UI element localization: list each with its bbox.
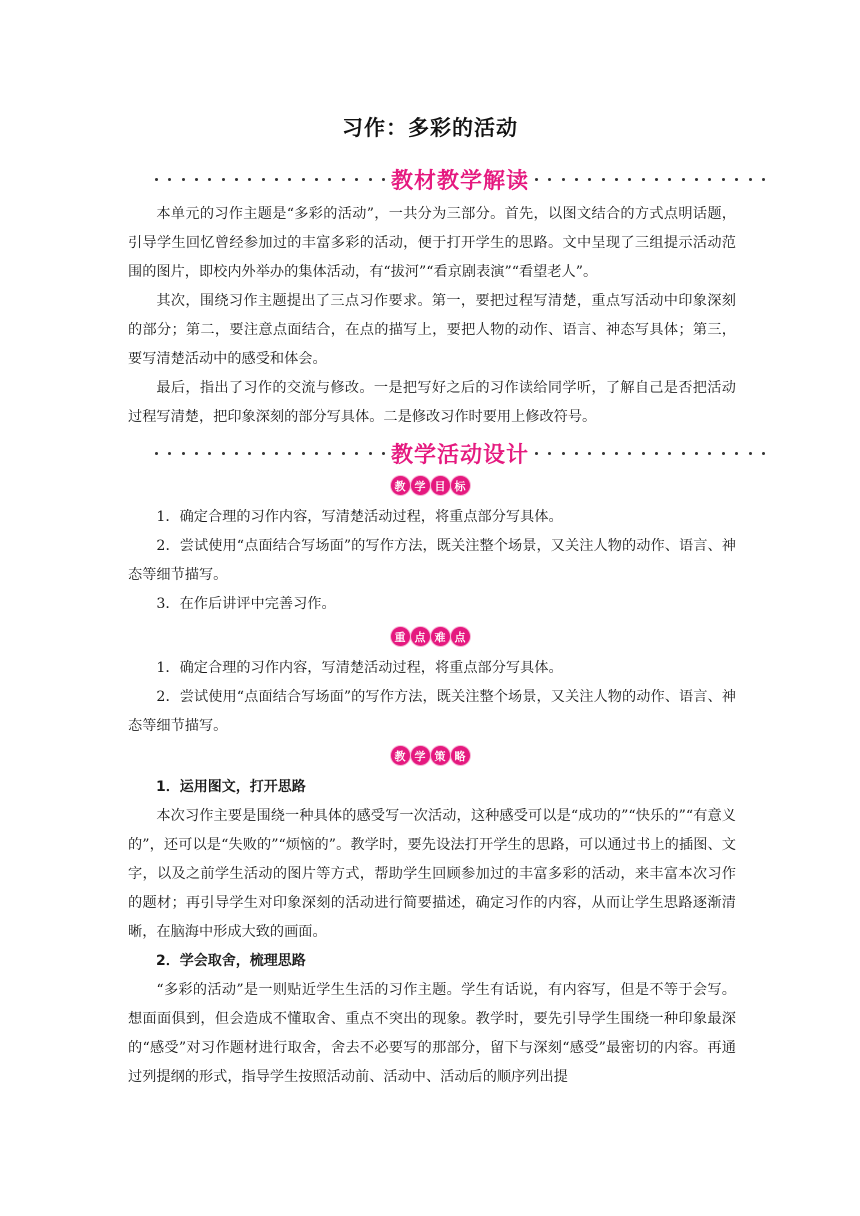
dot-ornament [302,178,305,181]
dot-ornament [562,178,565,181]
dot-ornament [182,178,185,181]
dot-ornament [575,178,578,181]
dot-ornament [695,452,698,455]
dot-ornament [355,452,358,455]
dot-ornament [682,452,685,455]
dot-ornament [628,452,631,455]
dot-ornament [195,178,198,181]
badge-char: 学 [411,746,430,765]
dotted-line-right [535,452,765,455]
dot-ornament [182,452,185,455]
badge-teaching-goals [0,476,860,495]
section-banner-activity-design [155,437,765,469]
keypoint-item-2: 2．尝试使用“点面结合写场面”的写作方法，既关注整个场景，又关注人物的动作、语言、神态等细节描写。 [128,689,736,734]
section-banner-label: 教材教学解读 [391,168,530,194]
dot-ornament [749,452,752,455]
badge-char: 目 [431,476,450,495]
dot-ornament [735,452,738,455]
strategy-paragraph-2: “多彩的活动”是一则贴近学生生活的习作主题。学生有话说，有内容写，但是不等于会写。想面面俱到，但会造成不懂取舍、重点不突出的现象。教学时，要先引导学生围绕一种印象最深的“感受”对习作题材进行取舍，舍去不必要写的那部分，留下与深刻“感受”最密切的内容。再通过列提纲的形式，指导学生按照活动前、活动中、活动后的顺序列出提 [128,982,736,1085]
dot-ornament [288,452,291,455]
dot-ornament [548,178,551,181]
dot-ornament [262,178,265,181]
dot-ornament [628,178,631,181]
badge-char: 教 [391,476,410,495]
badge-key-points [0,627,860,646]
dot-ornament [655,452,658,455]
section-banner-label: 教学活动设计 [391,442,530,468]
dot-ornament [749,178,752,181]
dot-ornament [235,452,238,455]
dot-ornament [642,452,645,455]
dot-ornament [235,178,238,181]
dot-ornament [708,178,711,181]
dot-ornament [735,178,738,181]
dot-ornament [695,178,698,181]
keypoint-item-1: 1．确定合理的习作内容，写清楚活动过程，将重点部分写具体。 [156,660,563,676]
badge-char: 标 [451,476,470,495]
dot-ornament [535,178,538,181]
dot-ornament [155,452,158,455]
badge-char: 教 [391,746,410,765]
dot-ornament [762,178,765,181]
dot-ornament [262,452,265,455]
dot-ornament [315,452,318,455]
badge-char: 策 [431,746,450,765]
dot-ornament [602,452,605,455]
strategy-heading-1: 1．运用图文，打开思路 [156,779,306,795]
dot-ornament [655,178,658,181]
dot-ornament [615,178,618,181]
section-banner-textbook-interpretation [155,163,765,195]
dotted-line-right [535,178,765,181]
dot-ornament [168,452,171,455]
goal-item-1: 1．确定合理的习作内容，写清楚活动过程，将重点部分写具体。 [156,509,563,525]
badge-char: 点 [451,627,470,646]
badge-char: 重 [391,627,410,646]
goal-item-3: 3．在作后讲评中完善习作。 [156,596,336,612]
dot-ornament [288,178,291,181]
goal-item-2: 2．尝试使用“点面结合写场面”的写作方法，既关注整个场景，又关注人物的动作、语言、神态等细节描写。 [128,538,736,583]
dot-ornament [315,178,318,181]
dot-ornament [248,178,251,181]
dot-ornament [722,452,725,455]
dot-ornament [722,178,725,181]
dot-ornament [275,452,278,455]
dot-ornament [602,178,605,181]
dot-ornament [328,452,331,455]
dot-ornament [642,178,645,181]
dot-ornament [155,178,158,181]
dot-ornament [355,178,358,181]
dot-ornament [588,178,591,181]
page-title: 习作：多彩的活动 [342,116,518,140]
dot-ornament [535,452,538,455]
dot-ornament [342,178,345,181]
badge-char: 略 [451,746,470,765]
dot-ornament [668,452,671,455]
badge-char: 学 [411,476,430,495]
dot-ornament [275,178,278,181]
dot-ornament [615,452,618,455]
dot-ornament [588,452,591,455]
dot-ornament [328,178,331,181]
dot-ornament [548,452,551,455]
paragraph-intro: 本单元的习作主题是“多彩的活动”，一共分为三部分。首先，以图文结合的方式点明话题，引导学生回忆曾经参加过的丰富多彩的活动，便于打开学生的思路。文中呈现了三组提示活动范围的图片，即校内外举办的集体活动，有“拔河”“看京剧表演”“看望老人”。 [128,206,736,280]
dot-ornament [208,178,211,181]
dot-ornament [342,452,345,455]
dotted-line-left [155,452,385,455]
dot-ornament [682,178,685,181]
dot-ornament [248,452,251,455]
dot-ornament [195,452,198,455]
dot-ornament [222,178,225,181]
dot-ornament [762,452,765,455]
badge-char: 难 [431,627,450,646]
strategy-paragraph-1: 本次习作主要是围绕一种具体的感受写一次活动，这种感受可以是“成功的”“快乐的”“有意义的”，还可以是“失败的”“烦恼的”。教学时，要先设法打开学生的思路，可以通过书上的插图、文字，以及之前学生活动的图片等方式，帮助学生回顾参加过的丰富多彩的活动，来丰富本次习作的题材；再引导学生对印象深刻的活动进行简要描述，确定习作的内容，从而让学生思路逐渐清晰，在脑海中形成大致的画面。 [128,808,736,940]
badge-teaching-strategy [0,746,860,765]
dot-ornament [369,452,372,455]
paragraph-requirements: 其次，围绕习作主题提出了三点习作要求。第一，要把过程写清楚，重点写活动中印象深刻的部分；第二，要注意点面结合，在点的描写上，要把人物的动作、语言、神态写具体；第三，要写清楚活动中的感受和体会。 [128,293,736,367]
dot-ornament [575,452,578,455]
dot-ornament [208,452,211,455]
dot-ornament [369,178,372,181]
dot-ornament [708,452,711,455]
dot-ornament [302,452,305,455]
strategy-heading-2: 2．学会取舍，梳理思路 [156,953,306,969]
dot-ornament [668,178,671,181]
dotted-line-left [155,178,385,181]
dot-ornament [562,452,565,455]
paragraph-revision: 最后，指出了习作的交流与修改。一是把写好之后的习作读给同学听，了解自己是否把活动过程写清楚，把印象深刻的部分写具体。二是修改习作时要用上修改符号。 [128,380,736,425]
badge-char: 点 [411,627,430,646]
dot-ornament [222,452,225,455]
dot-ornament [168,178,171,181]
